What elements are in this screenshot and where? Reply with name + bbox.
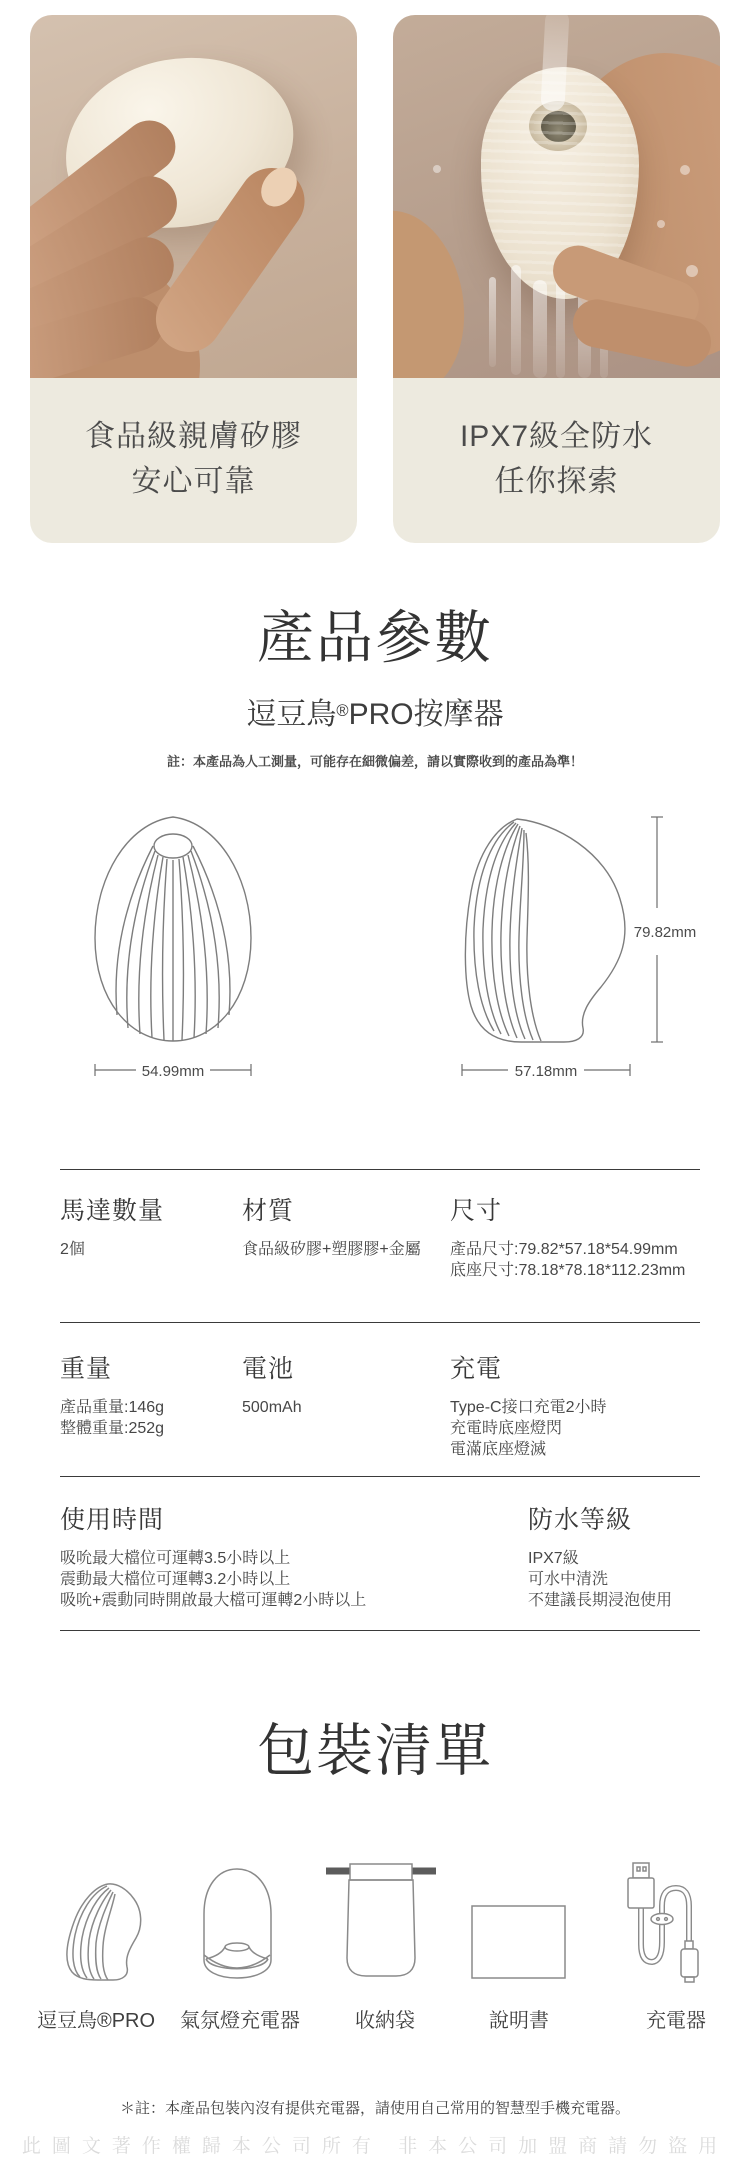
spec-weight [60,1354,230,1439]
suction-hole-outline [154,834,192,858]
photo-hand-squeezing-device [30,15,357,378]
spec-run-time [60,1505,480,1611]
spec-value: 整體重量:252g [60,1420,165,1437]
manual-icon [472,1906,565,1978]
spec-value: 食品級矽膠+塑膠膠+金屬 [242,1241,421,1258]
product-name-cjk: 逗豆鳥 [246,698,337,731]
packing-footnote: ＊註：本產品包裝內沒有提供充電器，請使用自己常用的智慧型手機充電器。 [119,2100,630,2117]
side-width-dim-label: 57.18mm [514,1063,578,1080]
caption-line: 任你探索 [494,465,619,498]
hand-fingers-left [393,201,478,378]
spec-value: 500mAh [242,1399,302,1416]
water-droplet [680,165,690,175]
feature-caption-waterproof [393,378,720,543]
spec-label: 重量 [60,1355,113,1383]
water-droplet [686,265,698,277]
divider-line [60,1322,700,1323]
water-streak [511,265,521,375]
spec-size [450,1196,700,1281]
spec-value: 底座尺寸:78.18*78.18*112.23mm [450,1262,686,1279]
caption-line: IPX7級全防水 [459,420,654,453]
spec-label: 材質 [242,1197,295,1225]
side-view-drawing [465,819,625,1042]
spec-value: 充電時底座燈閃 [450,1420,563,1437]
divider-line [60,1169,700,1170]
spec-value: 可水中清洗 [528,1571,609,1588]
packing-item-label: 充電器 [646,2010,706,2032]
caption-line: 食品級親膚矽膠 [85,420,302,453]
copyright-watermark: 此圖文著作權歸本公司所有 非本公司加盟商請勿盜用 [21,2136,729,2157]
spec-label: 充電 [450,1355,503,1383]
water-droplet [433,165,441,173]
usb-cable-icon [628,1863,698,1982]
measurement-note: 註：本產品為人工測量，可能存在細微偏差，請以實際收到的產品為準！ [166,754,583,769]
spec-value: IPX7級 [528,1550,579,1567]
packing-section-title: 包裝清單 [257,1719,493,1783]
water-streak [533,280,547,378]
spec-value: 不建議長期浸泡使用 [528,1592,673,1609]
charger-dock-icon [204,1869,271,1978]
bird-device-icon [67,1884,141,1980]
front-view-drawing [95,817,251,1041]
divider-line [60,1630,700,1631]
spec-waterproof-rating [528,1505,718,1611]
spec-value: 吸吮+震動同時開啟最大檔可運轉2小時以上 [60,1592,367,1609]
spec-label: 防水等級 [528,1506,633,1534]
feature-card-waterproof [393,15,720,543]
water-droplet [657,220,665,228]
spec-label: 尺寸 [450,1197,503,1225]
spec-value: 產品尺寸:79.82*57.18*54.99mm [450,1241,678,1258]
params-section-title: 產品參數 [257,606,493,670]
spec-charging [450,1354,700,1460]
height-dimension [634,817,697,1042]
spec-value: 產品重量:146g [60,1399,165,1416]
spec-value: 電滿底座燈滅 [450,1441,547,1458]
packing-icons [0,1855,750,1990]
feature-caption-silicone [30,378,357,543]
dimension-drawings [0,780,750,1090]
height-dim-label: 79.82mm [633,924,697,941]
registered-mark: ® [336,702,349,720]
spec-value: 吸吮最大檔位可運轉3.5小時以上 [60,1550,291,1567]
spec-material [242,1196,442,1260]
product-name-rest: PRO按摩器 [348,698,504,731]
spec-value: 2個 [60,1241,85,1258]
front-width-dimension [95,1063,251,1080]
spec-label: 馬達數量 [60,1197,165,1225]
side-width-dimension [462,1063,630,1080]
front-width-dim-label: 54.99mm [141,1063,205,1080]
spec-battery [242,1354,442,1418]
storage-bag-icon [326,1864,436,1976]
water-streak [489,277,496,367]
spec-label: 電池 [242,1355,295,1383]
photo-device-under-water [393,15,720,378]
feature-card-silicone [30,15,357,543]
packing-item-label: 收納袋 [355,2010,415,2032]
packing-item-label: 說明書 [489,2010,549,2032]
packing-item-label: 氣氛燈充電器 [180,2010,300,2032]
spec-motor-count [60,1196,230,1260]
spec-value: Type-C接口充電2小時 [450,1399,607,1416]
packing-item-label: 逗豆鳥®PRO [36,2010,156,2032]
product-name [0,692,750,734]
caption-line: 安心可靠 [131,465,256,498]
spec-label: 使用時間 [60,1506,165,1534]
divider-line [60,1476,700,1477]
spec-value: 震動最大檔位可運轉3.2小時以上 [60,1571,291,1588]
